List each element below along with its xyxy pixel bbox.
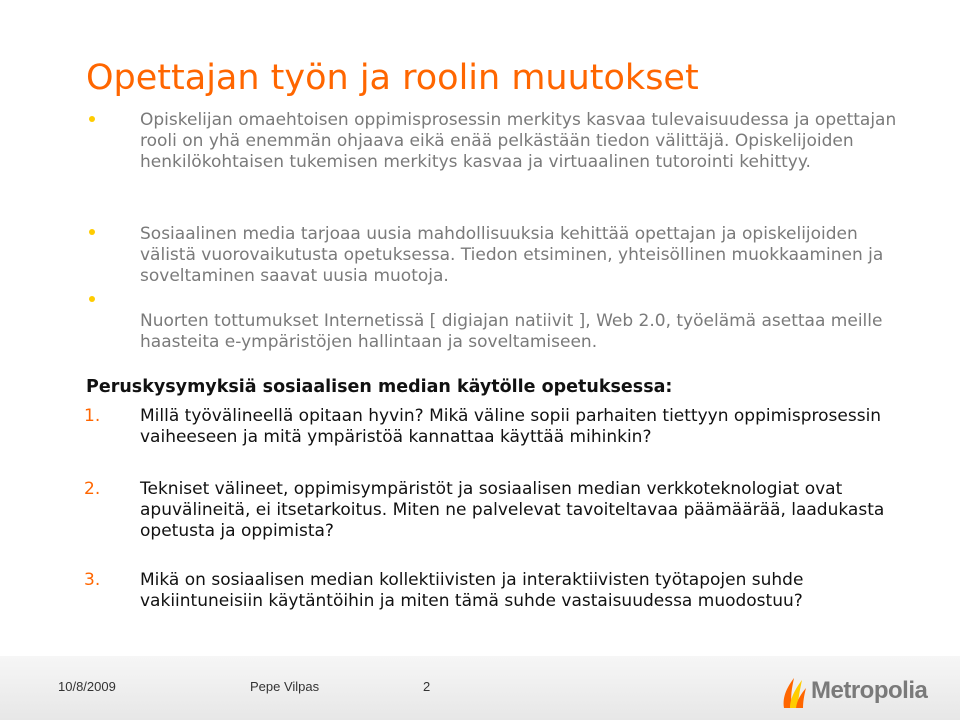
metropolia-logo (778, 668, 948, 714)
bullet-marker (89, 296, 95, 302)
logo-flame-icon (778, 668, 810, 712)
bullet-text: Sosiaalinen media tarjoaa uusia mahdollisuuksia kehittää opettajan ja opiskelijoiden välistä vuorovaikutusta opetuksessa. Tiedon etsiminen, yhteisöllinen muokkaaminen ja soveltaminen saavat uusia muotoja. (140, 224, 884, 286)
question-text: Mikä on sosiaalisen median kollektiivisten ja interaktiivisten työtapojen suhde vakiintuneisiin käytäntöihin ja miten tämä suhde vastaisuudessa muodostuu? (140, 570, 804, 611)
bullet-marker (89, 229, 95, 235)
bullet-text: Opiskelijan omaehtoisen oppimisprosessin merkitys kasvaa tulevaisuudessa ja opettajan rooli on yhä enemmän ohjaava eikä enää pelkästään tiedon välittäjä. Opiskelijoiden henkilökohtaisen tukemisen merkitys kasvaa ja virtuaalinen tutorointi kehittyy. (140, 110, 897, 172)
question-text: Tekniset välineet, oppimisympäristöt ja sosiaalisen median verkkoteknologiat ovat apuvälineitä, ei itsetarkoitus. Miten ne palvelevat tavoiteltavaa päämäärää, laadukasta opetusta ja oppimista? (140, 479, 885, 541)
logo-text: Metropolia (811, 677, 928, 704)
question-number: 2. (84, 479, 101, 499)
footer-date: 10/8/2009 (58, 679, 116, 694)
question-number: 1. (84, 406, 101, 426)
slide-title: Opettajan työn ja roolin muutokset (86, 58, 699, 98)
page-number: 2 (423, 679, 431, 694)
bullet-marker (89, 116, 95, 122)
bullet-text: Nuorten tottumukset Internetissä [ digiajan natiivit ], Web 2.0, työelämä asettaa meille haasteita e-ympäristöjen hallintaan ja soveltamiseen. (140, 311, 883, 352)
question-number: 3. (84, 570, 101, 590)
footer-author: Pepe Vilpas (250, 679, 320, 694)
section-heading: Peruskysymyksiä sosiaalisen median käytölle opetuksessa: (86, 377, 673, 397)
question-text: Millä työvälineellä opitaan hyvin? Mikä väline sopii parhaiten tiettyyn oppimisprosessin vaiheeseen ja mitä ympäristöä kannattaa käyttää mihinkin? (140, 406, 882, 447)
